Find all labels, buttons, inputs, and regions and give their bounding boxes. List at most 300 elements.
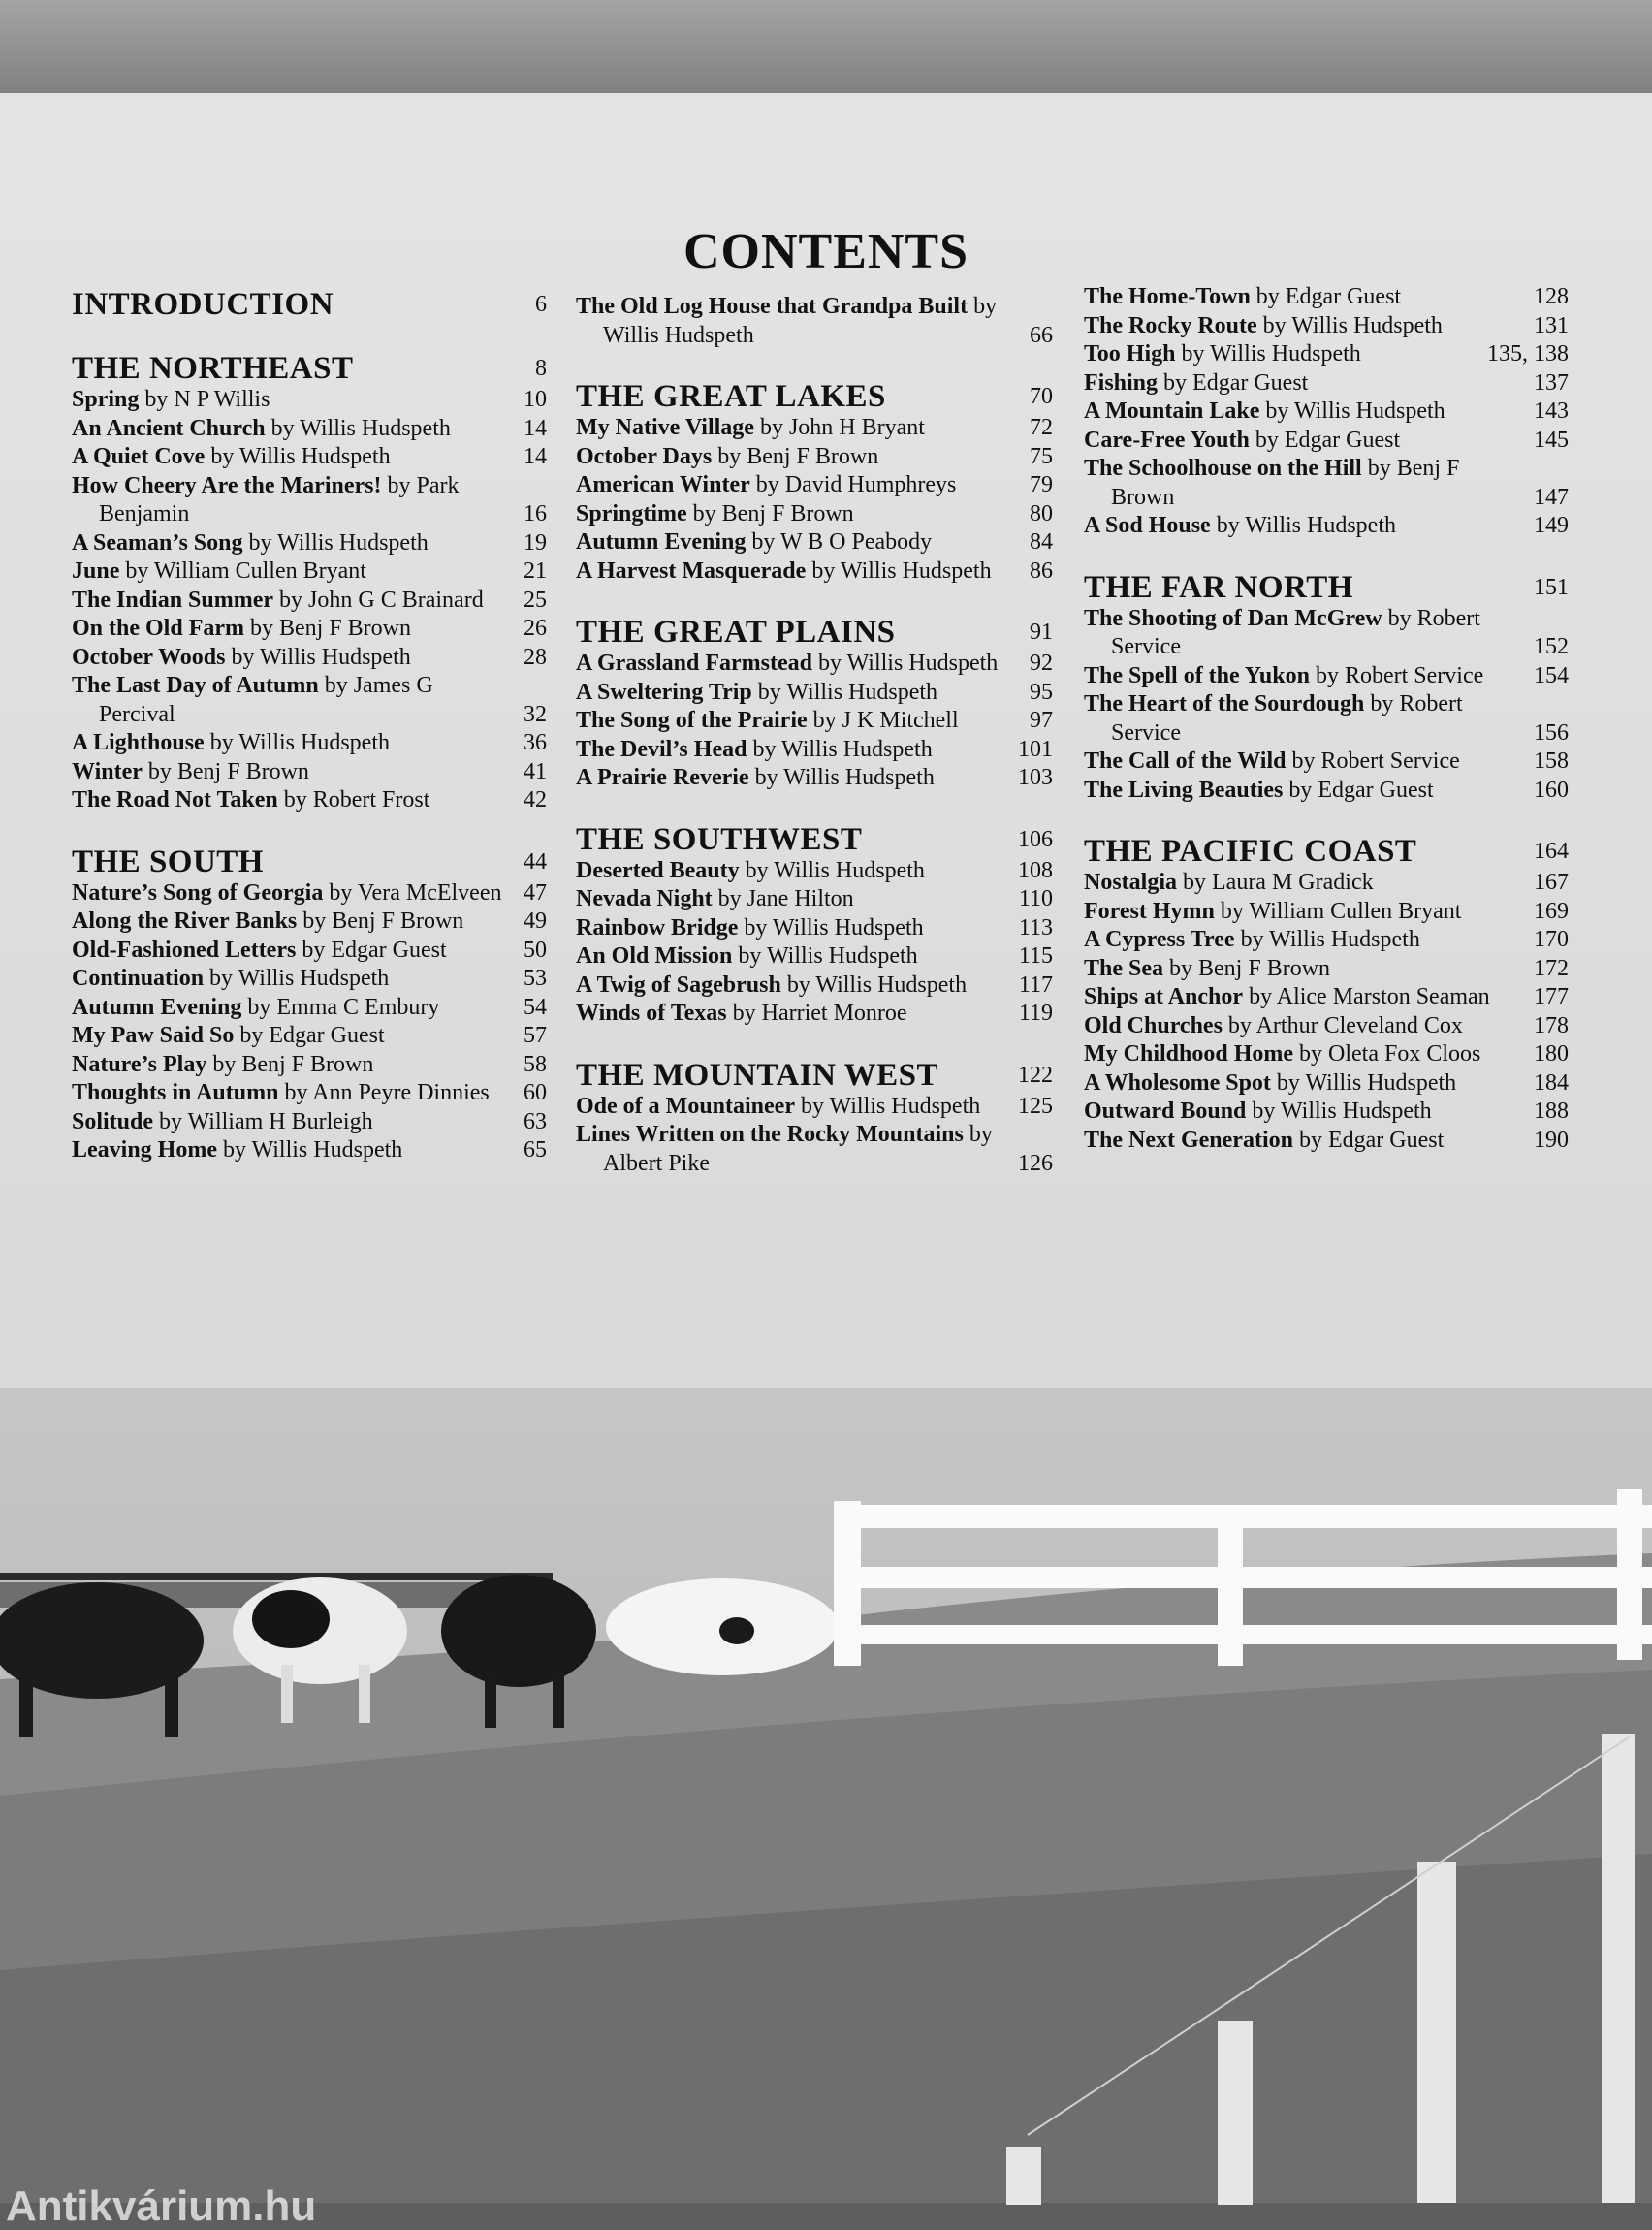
poem-title: My Paw Said So [72, 1023, 235, 1048]
entry-text [1084, 1012, 1524, 1041]
poem-author: by Willis Hudspeth [1240, 927, 1420, 952]
page-number: 164 [1534, 839, 1569, 864]
poem-title: Springtime [576, 500, 687, 526]
page-number: 178 [1534, 1012, 1569, 1038]
poem-title: October Woods [72, 644, 226, 670]
contents-column-1 [72, 287, 547, 1165]
poem-title: October Days [576, 443, 713, 469]
toc-entry [1084, 312, 1569, 341]
entry-text [576, 914, 1009, 943]
page-number: 16 [524, 501, 547, 526]
poem-title: Autumn Evening [576, 529, 747, 555]
section-heading [72, 351, 547, 386]
page-number: 154 [1534, 662, 1569, 688]
entry-text [72, 443, 514, 472]
poem-title: The Spell of the Yukon [1084, 662, 1310, 688]
entry-text [72, 1051, 514, 1080]
poem-title: The Next Generation [1084, 1127, 1293, 1153]
page-number: 47 [524, 879, 547, 906]
page-number: 169 [1534, 898, 1569, 924]
entry-text [576, 885, 1009, 914]
page-number: 50 [524, 937, 547, 963]
page-number: 97 [1030, 708, 1053, 733]
poem-author: by Edgar Guest [239, 1023, 385, 1048]
entry-text [72, 879, 514, 908]
poem-author: by Willis Hudspeth [752, 736, 933, 762]
page-number: 170 [1534, 927, 1569, 952]
poem-author: by Willis Hudspeth [811, 558, 992, 584]
poem-title: Outward Bound [1084, 1099, 1247, 1124]
poem-title: The Home-Town [1084, 284, 1251, 309]
page-number: 91 [1030, 620, 1053, 645]
poem-author: by Willis Hudspeth [248, 529, 429, 556]
poem-title: The Devil’s Head [576, 736, 747, 762]
entry-text [576, 293, 1020, 350]
section-heading [1084, 570, 1569, 605]
poem-author: by Willis Hudspeth [231, 644, 411, 670]
toc-entry [72, 1079, 547, 1108]
toc-entry [576, 471, 1053, 500]
poem-title: A Sod House [1084, 513, 1211, 538]
poem-title: How Cheery Are the Mariners! [72, 472, 382, 498]
entry-text [576, 1093, 1008, 1122]
entry-text [72, 729, 514, 758]
entry-text [72, 1108, 514, 1137]
toc-entry [1084, 955, 1569, 984]
poem-author: by John H Bryant [759, 415, 925, 440]
entry-text [1084, 748, 1524, 777]
toc-entry [576, 1121, 1053, 1178]
poem-author: by Willis Hudspeth [270, 415, 451, 441]
poem-title: The Song of the Prairie [576, 708, 808, 733]
poem-title: Care-Free Youth [1084, 427, 1250, 453]
poem-author: by Willis Hudspeth [786, 972, 968, 998]
poem-author: by Albert Pike [603, 1122, 993, 1176]
contents-column-2 [576, 293, 1053, 1178]
toc-entry [576, 972, 1053, 1001]
page-title: CONTENTS [683, 224, 969, 279]
page-number: 8 [535, 356, 547, 381]
poem-author: by Harriet Monroe [732, 1001, 907, 1026]
poem-title: The Call of the Wild [1084, 749, 1287, 774]
entry-text [1084, 869, 1524, 898]
page-number: 41 [524, 758, 547, 784]
entry-text [576, 1121, 1008, 1178]
entry-text [576, 942, 1009, 972]
section-heading [576, 822, 1053, 857]
page-number: 117 [1018, 972, 1053, 998]
poem-title: Winds of Texas [576, 1001, 727, 1026]
page-number: 137 [1534, 369, 1569, 396]
entry-text [72, 965, 514, 994]
page-number: 149 [1534, 513, 1569, 538]
page-number: 80 [1030, 500, 1053, 526]
poem-author: by Arthur Cleveland Cox [1227, 1012, 1463, 1038]
toc-entry [72, 758, 547, 787]
toc-entry [1084, 777, 1569, 806]
section-heading [576, 379, 1053, 414]
poem-author: by Robert Service [1111, 691, 1463, 746]
page-number: 66 [1030, 322, 1053, 348]
entry-text [72, 1079, 514, 1108]
entry-text [72, 937, 514, 966]
entry-text [72, 908, 514, 937]
poem-author: by Emma C Embury [247, 994, 440, 1020]
poem-author: by Jane Hilton [717, 886, 854, 911]
page-number: 75 [1030, 443, 1053, 469]
poem-author: by Willis Hudspeth [223, 1137, 403, 1163]
toc-entry [576, 736, 1053, 765]
page-number: 28 [524, 644, 547, 670]
page-number: 19 [524, 529, 547, 556]
page-number: 151 [1534, 574, 1569, 600]
toc-entry [72, 965, 547, 994]
toc-entry [576, 443, 1053, 472]
page-number: 10 [524, 387, 547, 412]
entry-text [576, 558, 1020, 587]
poem-title: Nevada Night [576, 886, 713, 911]
entry-text [72, 994, 514, 1023]
page-number: 101 [1018, 736, 1053, 762]
poem-author: by Willis Hudspeth [757, 679, 938, 705]
poem-author: by Willis Hudspeth [1216, 513, 1396, 538]
poem-author: by Benj F Brown [1169, 955, 1331, 981]
page-number: 21 [524, 558, 547, 584]
toc-entry [72, 386, 547, 415]
toc-entry [576, 857, 1053, 886]
toc-entry [576, 707, 1053, 736]
poem-title: The Rocky Route [1084, 312, 1257, 338]
poem-title: A Seaman’s Song [72, 529, 243, 556]
poem-author: by Vera McElveen [329, 879, 502, 906]
poem-author: by Willis Hudspeth [209, 966, 390, 991]
poem-author: by Benj F Brown [147, 758, 309, 784]
toc-entry [1084, 512, 1569, 541]
page-number: 106 [1018, 826, 1053, 852]
toc-entry [576, 1000, 1053, 1029]
entry-text [576, 736, 1008, 765]
poem-title: A Cypress Tree [1084, 927, 1235, 952]
entry-text [1084, 340, 1477, 369]
page-number: 65 [524, 1137, 547, 1163]
entry-text [1084, 1127, 1524, 1156]
entry-text [1084, 955, 1524, 984]
toc-entry [576, 528, 1053, 558]
poem-title: My Childhood Home [1084, 1041, 1294, 1067]
poem-author: by Willis Hudspeth [1276, 1069, 1457, 1096]
poem-title: Continuation [72, 966, 205, 991]
entry-text [576, 650, 1020, 679]
toc-entry [576, 679, 1053, 708]
toc-entry [72, 644, 547, 673]
page-number: 70 [1030, 384, 1053, 409]
poem-title: On the Old Farm [72, 616, 244, 641]
page-number: 6 [535, 292, 547, 317]
poem-author: by Willis Hudspeth [603, 294, 998, 348]
page-number: 63 [524, 1108, 547, 1134]
poem-title: Nature’s Song of Georgia [72, 879, 324, 906]
section-title: THE PACIFIC COAST [1084, 834, 1417, 869]
toc-entry [1084, 983, 1569, 1012]
poem-title: Winter [72, 758, 143, 784]
toc-entry [1084, 1040, 1569, 1069]
poem-title: Deserted Beauty [576, 857, 740, 883]
poem-title: Along the River Banks [72, 908, 298, 934]
page-number: 36 [524, 730, 547, 755]
toc-entry [72, 672, 547, 729]
poem-title: Thoughts in Autumn [72, 1080, 279, 1105]
toc-entry [1084, 926, 1569, 955]
poem-title: Autumn Evening [72, 994, 242, 1020]
page-number: 58 [524, 1051, 547, 1077]
poem-author: by Willis Hudspeth [738, 943, 918, 969]
page-number: 25 [524, 587, 547, 613]
toc-entry [72, 1022, 547, 1051]
page-number: 113 [1018, 914, 1053, 940]
page-number: 60 [524, 1080, 547, 1105]
toc-entry [576, 885, 1053, 914]
section-title: THE MOUNTAIN WEST [576, 1057, 939, 1093]
page-number: 42 [524, 787, 547, 812]
entry-text [1084, 427, 1524, 456]
page-number: 135, 138 [1487, 341, 1569, 366]
page-number: 26 [524, 616, 547, 641]
entry-text [72, 386, 514, 415]
entry-text [1084, 1069, 1524, 1099]
poem-author: by Park Benjamin [99, 472, 460, 526]
poem-title: An Old Mission [576, 943, 733, 969]
toc-entry [72, 937, 547, 966]
page-number: 160 [1534, 777, 1569, 803]
poem-author: by Edgar Guest [1288, 777, 1434, 803]
poem-title: The Sea [1084, 955, 1164, 981]
white-fence [834, 1489, 1652, 1666]
page-number: 172 [1534, 955, 1569, 981]
page-number: 167 [1534, 870, 1569, 895]
toc-entry [1084, 1012, 1569, 1041]
toc-entry [576, 650, 1053, 679]
page-number: 54 [524, 994, 547, 1020]
poem-author: by W B O Peabody [751, 529, 933, 555]
entry-text [576, 1000, 1009, 1029]
poem-author: by Alice Marston Seaman [1249, 984, 1490, 1009]
toc-entry [72, 729, 547, 758]
section-title: INTRODUCTION [72, 287, 334, 322]
poem-author: by Robert Service [1111, 605, 1480, 659]
page-number: 79 [1030, 472, 1053, 497]
page-number: 49 [524, 908, 547, 934]
section-heading [72, 844, 547, 879]
poem-title: My Native Village [576, 415, 754, 440]
toc-entry [576, 500, 1053, 529]
toc-entry [72, 443, 547, 472]
poem-author: by J K Mitchell [812, 708, 959, 733]
entry-text [72, 786, 514, 815]
toc-entry [576, 764, 1053, 793]
entry-text [72, 587, 514, 616]
entry-text [72, 758, 514, 787]
poem-author: by William Cullen Bryant [1220, 898, 1462, 924]
toc-entry [1084, 340, 1569, 369]
section-title: THE NORTHEAST [72, 351, 354, 386]
toc-entry [1084, 427, 1569, 456]
poem-author: by Benj F Brown [1111, 456, 1460, 510]
entry-text [1084, 690, 1524, 748]
poem-title: A Sweltering Trip [576, 679, 752, 705]
entry-text [1084, 926, 1524, 955]
toc-entry [1084, 398, 1569, 427]
entry-text [576, 857, 1008, 886]
poem-title: Rainbow Bridge [576, 914, 739, 940]
poem-author: by Willis Hudspeth [818, 651, 999, 676]
poem-author: by John G C Brainard [279, 587, 484, 613]
page-number: 95 [1030, 679, 1053, 705]
section-heading [576, 615, 1053, 650]
poem-title: Leaving Home [72, 1137, 217, 1163]
page-number: 125 [1018, 1093, 1053, 1119]
entry-text [576, 414, 1020, 443]
toc-entry [576, 414, 1053, 443]
poem-author: by William H Burleigh [159, 1108, 373, 1134]
toc-entry [1084, 455, 1569, 512]
page-number: 122 [1018, 1062, 1053, 1088]
entry-text [1084, 369, 1524, 398]
toc-entry [1084, 869, 1569, 898]
entry-text [576, 500, 1020, 529]
toc-entry [1084, 748, 1569, 777]
poem-author: by N P Willis [144, 387, 270, 412]
poem-author: by Benj F Brown [250, 616, 412, 641]
toc-entry [576, 914, 1053, 943]
page-number: 126 [1018, 1150, 1053, 1176]
poem-author: by Ann Peyre Dinnies [284, 1080, 490, 1105]
poem-author: by Edgar Guest [1163, 369, 1309, 396]
entry-text [576, 972, 1009, 1001]
poem-title: Forest Hymn [1084, 898, 1215, 924]
poem-author: by Robert Service [1315, 662, 1484, 688]
poem-author: by Edgar Guest [1298, 1127, 1445, 1153]
poem-title: An Ancient Church [72, 415, 266, 441]
poem-author: by Edgar Guest [302, 937, 447, 963]
poem-author: by Willis Hudspeth [1252, 1099, 1432, 1124]
page-number: 108 [1018, 857, 1053, 883]
toc-entry [72, 908, 547, 937]
poem-title: A Grassland Farmstead [576, 651, 813, 676]
entry-text [1084, 455, 1524, 512]
poem-title: A Prairie Reverie [576, 765, 749, 790]
poem-title: The Indian Summer [72, 587, 274, 613]
poem-title: A Wholesome Spot [1084, 1069, 1271, 1096]
poem-author: by Willis Hudspeth [1265, 398, 1446, 424]
page-number: 188 [1534, 1099, 1569, 1124]
toc-entry [1084, 605, 1569, 662]
page-number: 14 [524, 444, 547, 469]
poem-author: by Willis Hudspeth [744, 914, 924, 940]
toc-entry [1084, 283, 1569, 312]
poem-title: The Last Day of Autumn [72, 673, 319, 698]
poem-title: Ode of a Mountaineer [576, 1093, 795, 1119]
entry-text [72, 644, 514, 673]
section-title: THE GREAT LAKES [576, 379, 886, 414]
poem-author: by Willis Hudspeth [210, 444, 391, 469]
page-number: 32 [524, 701, 547, 727]
entry-text [72, 558, 514, 587]
poem-title: The Road Not Taken [72, 787, 278, 812]
poem-author: by Benj F Brown [692, 500, 854, 526]
toc-entry [1084, 369, 1569, 398]
poem-title: The Living Beauties [1084, 777, 1284, 803]
poem-title: Nature’s Play [72, 1051, 207, 1077]
toc-entry [576, 942, 1053, 972]
poem-title: The Shooting of Dan McGrew [1084, 605, 1382, 631]
entry-text [1084, 283, 1524, 312]
poem-title: Too High [1084, 341, 1176, 366]
toc-entry [72, 415, 547, 444]
poem-title: The Heart of the Sourdough [1084, 691, 1365, 717]
toc-entry [72, 994, 547, 1023]
entry-text [1084, 1098, 1524, 1127]
entry-text [72, 472, 514, 529]
poem-title: Fishing [1084, 369, 1159, 396]
toc-entry [72, 1108, 547, 1137]
entry-text [1084, 777, 1524, 806]
page-number: 177 [1534, 984, 1569, 1009]
poem-title: The Old Log House that Grandpa Built [576, 294, 969, 319]
entry-text [1084, 605, 1524, 662]
poem-author: by Oleta Fox Cloos [1299, 1041, 1481, 1067]
toc-entry [72, 615, 547, 644]
toc-entry [72, 786, 547, 815]
entry-text [72, 1022, 514, 1051]
watermark-text: Antikvárium.hu [6, 2182, 317, 2230]
poem-title: Ships at Anchor [1084, 984, 1244, 1009]
page-number: 156 [1534, 719, 1569, 746]
poem-title: A Twig of Sagebrush [576, 972, 781, 998]
page-number: 128 [1534, 284, 1569, 309]
poem-author: by James G Percival [99, 673, 433, 727]
page-number: 143 [1534, 398, 1569, 424]
page-number: 86 [1030, 558, 1053, 584]
poem-author: by Benj F Brown [212, 1051, 374, 1077]
page-number: 110 [1018, 886, 1053, 911]
toc-entry [576, 558, 1053, 587]
page-number: 115 [1018, 943, 1053, 969]
poem-author: by Robert Frost [283, 787, 430, 812]
poem-title: A Lighthouse [72, 730, 205, 755]
poem-author: by Willis Hudspeth [800, 1093, 981, 1119]
toc-entry [1084, 1127, 1569, 1156]
poem-author: by Edgar Guest [1255, 284, 1402, 309]
page-number: 147 [1534, 484, 1569, 510]
entry-text [72, 615, 514, 644]
poem-author: by Benj F Brown [302, 908, 464, 934]
poem-author: by Edgar Guest [1255, 427, 1401, 453]
page-number: 14 [524, 415, 547, 441]
poem-title: American Winter [576, 472, 750, 497]
poem-author: by Robert Service [1291, 749, 1460, 774]
toc-entry [72, 1136, 547, 1165]
toc-entry [1084, 690, 1569, 748]
page-number: 119 [1018, 1001, 1053, 1026]
poem-title: June [72, 558, 120, 584]
toc-entry [72, 472, 547, 529]
poem-author: by Willis Hudspeth [754, 765, 935, 790]
section-title: THE FAR NORTH [1084, 569, 1353, 605]
section-heading [576, 1058, 1053, 1093]
poem-author: by William Cullen Bryant [125, 558, 366, 584]
page-number: 180 [1534, 1041, 1569, 1067]
entry-text [576, 443, 1020, 472]
